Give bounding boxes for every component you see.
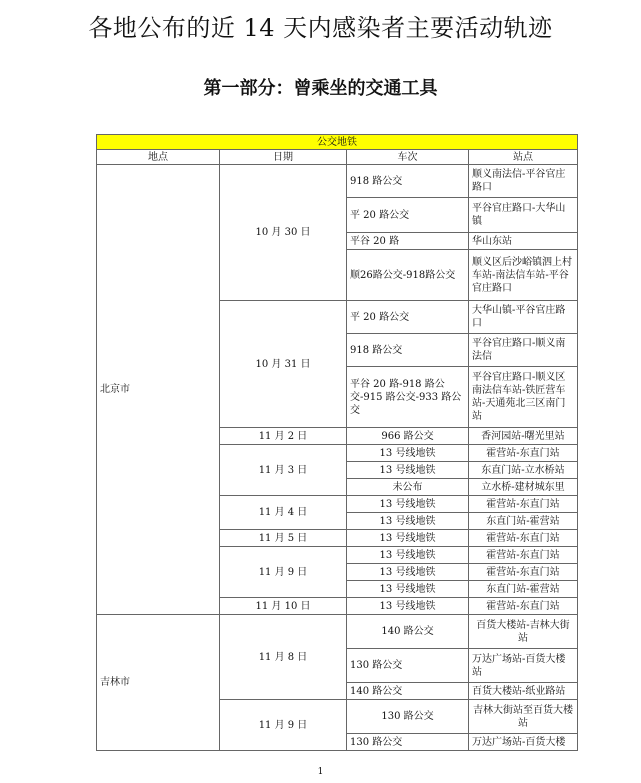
route-cell: 13 号线地铁: [347, 598, 469, 615]
date-cell: 10 月 31 日: [220, 301, 347, 428]
station-cell: 吉林大街站至百货大楼站: [469, 700, 578, 734]
date-cell: 11 月 2 日: [220, 428, 347, 445]
station-cell: 平谷官庄路口-大华山镇: [469, 198, 578, 233]
station-cell: 霍营站-东直门站: [469, 547, 578, 564]
date-cell: 11 月 9 日: [220, 700, 347, 751]
station-cell: 霍营站-东直门站: [469, 564, 578, 581]
route-cell: 130 路公交: [347, 734, 469, 751]
header-date: 日期: [220, 150, 347, 165]
station-cell: 东直门站-霍营站: [469, 513, 578, 530]
date-cell: 11 月 9 日: [220, 547, 347, 598]
route-cell: 平 20 路公交: [347, 301, 469, 334]
date-cell: 10 月 30 日: [220, 165, 347, 301]
route-cell: 13 号线地铁: [347, 547, 469, 564]
date-cell: 11 月 4 日: [220, 496, 347, 530]
route-cell: 未公布: [347, 479, 469, 496]
date-cell: 11 月 3 日: [220, 445, 347, 496]
route-cell: 13 号线地铁: [347, 445, 469, 462]
route-cell: 140 路公交: [347, 683, 469, 700]
route-cell: 918 路公交: [347, 165, 469, 198]
transit-table: [96, 134, 578, 751]
route-cell: 平 20 路公交: [347, 198, 469, 233]
station-cell: 立水桥-建材城东里: [469, 479, 578, 496]
route-cell: 13 号线地铁: [347, 530, 469, 547]
table-row: [97, 615, 578, 649]
page-number: 1: [317, 767, 324, 777]
station-cell: 百货大楼站-吉林大街站: [469, 615, 578, 649]
page-title: 各地公布的近 14 天内感染者主要活动轨迹: [88, 14, 553, 42]
route-cell: 130 路公交: [347, 700, 469, 734]
header-route: 车次: [347, 150, 469, 165]
header-station: 站点: [469, 150, 578, 165]
route-cell: 13 号线地铁: [347, 581, 469, 598]
station-cell: 霍营站-东直门站: [469, 496, 578, 513]
station-cell: 大华山镇-平谷官庄路口: [469, 301, 578, 334]
route-cell: 平谷 20 路-918 路公交-915 路公交-933 路公交: [347, 367, 469, 428]
route-cell: 13 号线地铁: [347, 564, 469, 581]
location-cell: 北京市: [97, 165, 220, 615]
station-cell: 万达广场站-百货大楼: [469, 734, 578, 751]
route-cell: 13 号线地铁: [347, 462, 469, 479]
station-cell: 香河园站-曙光里站: [469, 428, 578, 445]
route-cell: 顺26路公交-918路公交: [347, 250, 469, 301]
station-cell: 平谷官庄路口-顺义南法信: [469, 334, 578, 367]
section-title: 第一部分：曾乘坐的交通工具: [203, 78, 438, 99]
station-cell: 东直门站-立水桥站: [469, 462, 578, 479]
station-cell: 万达广场站-百货大楼站: [469, 649, 578, 683]
station-cell: 霍营站-东直门站: [469, 445, 578, 462]
route-cell: 918 路公交: [347, 334, 469, 367]
route-cell: 13 号线地铁: [347, 496, 469, 513]
route-cell: 966 路公交: [347, 428, 469, 445]
route-cell: 13 号线地铁: [347, 513, 469, 530]
station-cell: 百货大楼站-纸业路站: [469, 683, 578, 700]
date-cell: 11 月 8 日: [220, 615, 347, 700]
route-cell: 130 路公交: [347, 649, 469, 683]
station-cell: 东直门站-霍营站: [469, 581, 578, 598]
station-cell: 顺义区后沙峪镇泗上村车站-南法信车站-平谷官庄路口: [469, 250, 578, 301]
station-cell: 顺义南法信-平谷官庄路口: [469, 165, 578, 198]
route-cell: 平谷 20 路: [347, 233, 469, 250]
station-cell: 平谷官庄路口-顺义区南法信车站-铁匠营车站-天通苑北三区南门站: [469, 367, 578, 428]
table-banner: 公交地铁: [97, 135, 578, 150]
station-cell: 霍营站-东直门站: [469, 530, 578, 547]
date-cell: 11 月 10 日: [220, 598, 347, 615]
station-cell: 华山东站: [469, 233, 578, 250]
route-cell: 140 路公交: [347, 615, 469, 649]
location-cell: 吉林市: [97, 615, 220, 751]
station-cell: 霍营站-东直门站: [469, 598, 578, 615]
header-location: 地点: [97, 150, 220, 165]
date-cell: 11 月 5 日: [220, 530, 347, 547]
table-row: [97, 165, 578, 198]
